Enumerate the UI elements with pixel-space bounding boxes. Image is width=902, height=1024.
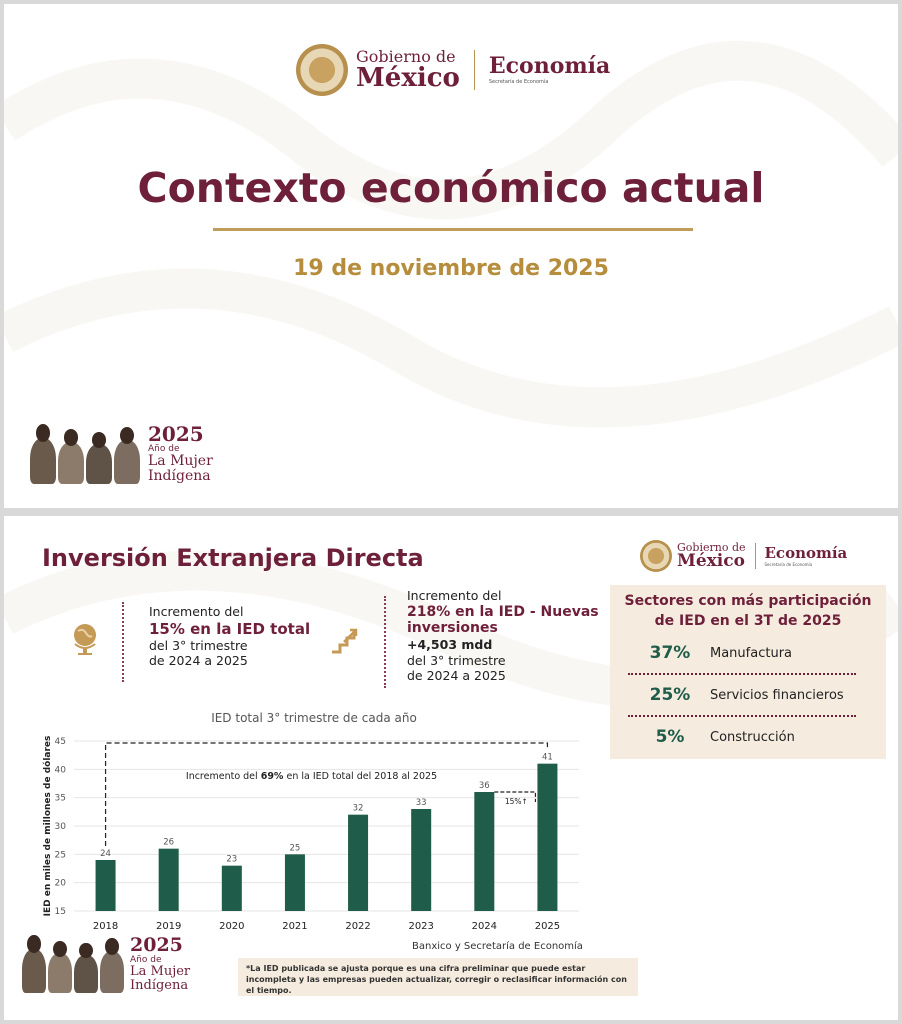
economia-label-small: Economía [764,544,848,562]
growth-annotation: Incremento del 69% en la IED total del 2018 al 2025 [185,771,438,782]
bar [285,854,305,911]
footnote: *La IED publicada se ajusta porque es una cifra preliminar que puede estar incompleta y las empresas pueden actualizar, corregir o reclasificar información con el tiempo. [238,958,638,996]
badge-ano-de: Año de [148,444,180,454]
y-tick-label: 35 [54,793,66,804]
mexico-seal-icon-small [640,540,672,572]
badge-year-2: 2025 [130,934,183,956]
globe-icon [70,622,100,656]
bar [96,860,116,911]
cover-slide [4,4,898,508]
data-label: 41 [542,752,553,763]
y-tick-label: 15 [54,907,66,917]
sector-pct: 37% [649,643,691,663]
badge-la-mujer-2: La Mujer [130,964,191,980]
x-tick-label: 2023 [408,921,434,932]
sector-row [610,723,886,753]
sector-divider [628,715,856,717]
x-tick-label: 2021 [282,921,308,932]
ied-bar-chart [34,731,594,941]
bar [159,849,179,911]
stat2-amount: +4,503 mdd [407,637,493,653]
badge-indigena: Indígena [148,468,211,485]
stairs-arrow-icon [330,626,362,654]
badge-ano-de-2: Año de [130,954,162,965]
mujer-indigena-badge [30,424,213,484]
y-tick-label: 25 [54,850,66,861]
sector-label: Construcción [710,730,795,745]
secretaria-sub-label: Secretaría de Economía [488,79,549,85]
indigenous-women-illustration [30,438,140,484]
sector-row [610,681,886,711]
sector-label: Manufactura [710,646,792,661]
cover-date: 19 de noviembre de 2025 [293,256,609,281]
stat-nuevas-inversiones [407,588,607,684]
data-label: 32 [352,803,364,814]
stat1-intro: Incremento del [149,604,244,619]
stat2-divider [384,596,386,688]
sector-label: Servicios financieros [710,688,844,703]
cover-title: Contexto económico actual [137,164,765,212]
sectors-title-line1: Sectores con más participación [624,593,872,609]
gobierno-logo [296,44,610,96]
y-tick-label: 30 [54,822,66,832]
stat2-line1: del 3° trimestre [407,652,506,668]
bar [222,866,242,911]
mexico-seal-icon [296,44,348,96]
indigenous-women-illustration-2 [22,949,124,993]
sector-pct: 25% [649,685,691,705]
data-label: 26 [163,837,175,848]
sectors-panel [610,585,886,759]
stat2-line2: de 2024 a 2025 [407,668,506,684]
mexico-label-small: México [677,551,745,571]
x-tick-label: 2018 [92,921,119,932]
badge-year: 2025 [148,422,204,446]
economia-label: Economía [488,53,611,79]
data-label: 36 [478,781,490,791]
y-tick-label: 20 [54,878,66,889]
gobierno-label-small: Gobierno de [677,541,746,554]
bar [537,764,557,911]
sector-pct: 5% [655,727,685,747]
stat1-highlight: 15% en la IED total [149,619,311,638]
sectors-title-line2: de IED en el 3T de 2025 [654,613,842,629]
bar [411,809,431,911]
chart-title: IED total 3° trimestre de cada año [211,711,417,725]
ied-slide [4,516,898,1020]
data-label: 24 [100,849,111,859]
secretaria-sub-label-small: Secretaría de Economía [764,562,813,567]
sector-row [610,639,886,669]
stat1-line2: de 2024 a 2025 [149,653,248,669]
badge-la-mujer: La Mujer [148,453,213,470]
y-tick-label: 45 [54,737,66,747]
data-label: 33 [415,798,427,808]
stat-ied-total [149,604,319,669]
mujer-indigena-badge-2 [22,936,190,993]
bar [348,815,368,911]
stat2-highlight-2: inversiones [407,620,498,637]
logo-divider [474,50,475,90]
data-label: 23 [226,854,238,865]
x-tick-label: 2020 [219,921,245,932]
chart-source: Banxico y Secretaría de Economía [412,941,583,952]
stat2-highlight-1: 218% en la IED - Nuevas [407,603,599,620]
stat2-intro: Incremento del [407,588,502,603]
badge-indigena-2: Indígena [130,978,189,994]
x-tick-label: 2025 [534,921,561,932]
x-tick-label: 2019 [155,921,182,932]
title-underline [213,228,693,231]
sector-divider [628,673,856,675]
stat1-line1: del 3° trimestre [149,637,248,653]
data-label: 25 [289,843,301,854]
yoy-annotation: 15%↑ [504,797,528,806]
gobierno-label: Gobierno de [356,47,456,66]
ied-title: Inversión Extranjera Directa [42,544,424,572]
x-tick-label: 2022 [345,921,371,932]
logo-divider-small [755,543,756,569]
mexico-label: México [356,63,460,93]
gobierno-logo-small [640,540,847,572]
y-axis-label: IED en miles de millones de dólares [43,735,53,917]
bar [474,792,494,911]
x-tick-label: 2024 [471,921,498,932]
sectors-title [610,591,886,631]
y-tick-label: 40 [54,765,66,776]
stat1-divider [122,602,124,682]
